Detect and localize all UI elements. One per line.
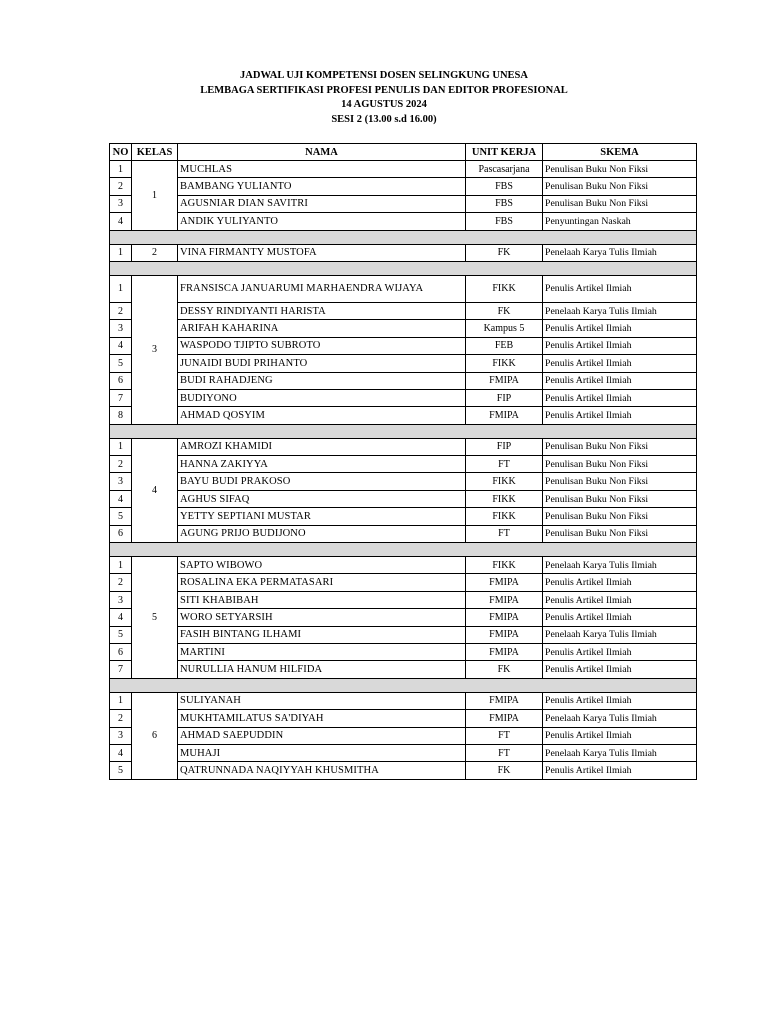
table-row — [110, 355, 697, 372]
table-row — [110, 727, 697, 744]
unit-kerja-cell: FIKK — [466, 473, 543, 490]
nama-cell: MUKHTAMILATUS SA'DIYAH — [178, 710, 466, 727]
unit-kerja-cell: FK — [466, 302, 543, 319]
unit-kerja-cell: FMIPA — [466, 609, 543, 626]
row-number: 6 — [110, 525, 132, 542]
table-header — [110, 144, 697, 161]
skema-cell: Penulis Artikel Ilmiah — [543, 692, 697, 709]
nama-cell: JUNAIDI BUDI PRIHANTO — [178, 355, 466, 372]
row-number: 6 — [110, 643, 132, 660]
row-number: 4 — [110, 337, 132, 354]
skema-cell: Penulis Artikel Ilmiah — [543, 407, 697, 424]
row-number: 3 — [110, 195, 132, 212]
table-row — [110, 389, 697, 406]
nama-cell: SULIYANAH — [178, 692, 466, 709]
kelas-cell: 5 — [132, 557, 178, 679]
skema-cell: Penulis Artikel Ilmiah — [543, 275, 697, 302]
row-number: 4 — [110, 609, 132, 626]
row-number: 1 — [110, 275, 132, 302]
skema-cell: Penulis Artikel Ilmiah — [543, 762, 697, 779]
unit-kerja-cell: FBS — [466, 195, 543, 212]
skema-cell: Penulisan Buku Non Fiksi — [543, 178, 697, 195]
skema-cell: Penelaah Karya Tulis Ilmiah — [543, 557, 697, 574]
row-number: 6 — [110, 372, 132, 389]
skema-cell: Penelaah Karya Tulis Ilmiah — [543, 744, 697, 761]
table-row — [110, 178, 697, 195]
nama-cell: BAMBANG YULIANTO — [178, 178, 466, 195]
unit-kerja-cell: FIKK — [466, 355, 543, 372]
unit-kerja-cell: FMIPA — [466, 574, 543, 591]
unit-kerja-cell: FIKK — [466, 508, 543, 525]
nama-cell: BAYU BUDI PRAKOSO — [178, 473, 466, 490]
nama-cell: FRANSISCA JANUARUMI MARHAENDRA WIJAYA — [178, 275, 466, 302]
unit-kerja-cell: FK — [466, 762, 543, 779]
group-separator — [110, 543, 697, 557]
unit-kerja-cell: FMIPA — [466, 372, 543, 389]
table-row — [110, 710, 697, 727]
nama-cell: WORO SETYARSIH — [178, 609, 466, 626]
skema-cell: Penulisan Buku Non Fiksi — [543, 508, 697, 525]
unit-kerja-cell: Kampus 5 — [466, 320, 543, 337]
nama-cell: AMROZI KHAMIDI — [178, 438, 466, 455]
row-number: 7 — [110, 661, 132, 678]
table-row — [110, 161, 697, 178]
separator-cell — [110, 678, 697, 692]
column-header-skema: SKEMA — [543, 144, 697, 161]
document-header — [0, 69, 768, 127]
row-number: 8 — [110, 407, 132, 424]
skema-cell: Penulis Artikel Ilmiah — [543, 661, 697, 678]
nama-cell: BUDI RAHADJENG — [178, 372, 466, 389]
row-number: 1 — [110, 244, 132, 261]
group-separator — [110, 261, 697, 275]
row-number: 2 — [110, 456, 132, 473]
unit-kerja-cell: FMIPA — [466, 643, 543, 660]
unit-kerja-cell: FEB — [466, 337, 543, 354]
group-separator — [110, 678, 697, 692]
row-number: 2 — [110, 710, 132, 727]
unit-kerja-cell: FK — [466, 244, 543, 261]
table-row — [110, 372, 697, 389]
column-header-unit-kerja: UNIT KERJA — [466, 144, 543, 161]
table-row — [110, 692, 697, 709]
row-number: 3 — [110, 473, 132, 490]
skema-cell: Penelaah Karya Tulis Ilmiah — [543, 244, 697, 261]
schedule-table — [109, 143, 697, 780]
row-number: 3 — [110, 591, 132, 608]
nama-cell: AGHUS SIFAQ — [178, 490, 466, 507]
header-institution: LEMBAGA SERTIFIKASI PROFESI PENULIS DAN EDITOR PROFESIONAL — [200, 84, 568, 96]
nama-cell: YETTY SEPTIANI MUSTAR — [178, 508, 466, 525]
table-row — [110, 490, 697, 507]
nama-cell: WASPODO TJIPTO SUBROTO — [178, 337, 466, 354]
row-number: 2 — [110, 302, 132, 319]
table-row — [110, 337, 697, 354]
row-number: 4 — [110, 744, 132, 761]
unit-kerja-cell: FT — [466, 727, 543, 744]
nama-cell: SAPTO WIBOWO — [178, 557, 466, 574]
header-date: 14 AGUSTUS 2024 — [341, 99, 427, 110]
row-number: 3 — [110, 727, 132, 744]
skema-cell: Penulis Artikel Ilmiah — [543, 727, 697, 744]
skema-cell: Penyuntingan Naskah — [543, 213, 697, 230]
header-row — [110, 144, 697, 161]
kelas-cell: 1 — [132, 161, 178, 231]
table-row — [110, 456, 697, 473]
table-row — [110, 643, 697, 660]
unit-kerja-cell: FT — [466, 456, 543, 473]
table-row — [110, 320, 697, 337]
skema-cell: Penulisan Buku Non Fiksi — [543, 490, 697, 507]
skema-cell: Penelaah Karya Tulis Ilmiah — [543, 710, 697, 727]
row-number: 2 — [110, 178, 132, 195]
skema-cell: Penulisan Buku Non Fiksi — [543, 195, 697, 212]
skema-cell: Penulisan Buku Non Fiksi — [543, 438, 697, 455]
unit-kerja-cell: FMIPA — [466, 710, 543, 727]
row-number: 1 — [110, 557, 132, 574]
nama-cell: ANDIK YULIYANTO — [178, 213, 466, 230]
unit-kerja-cell: FBS — [466, 178, 543, 195]
nama-cell: AHMAD SAEPUDDIN — [178, 727, 466, 744]
skema-cell: Penulis Artikel Ilmiah — [543, 320, 697, 337]
row-number: 1 — [110, 438, 132, 455]
table-row — [110, 609, 697, 626]
unit-kerja-cell: FIKK — [466, 490, 543, 507]
kelas-cell: 4 — [132, 438, 178, 542]
skema-cell: Penulisan Buku Non Fiksi — [543, 525, 697, 542]
row-number: 4 — [110, 490, 132, 507]
separator-cell — [110, 543, 697, 557]
nama-cell: MUHAJI — [178, 744, 466, 761]
table-row — [110, 557, 697, 574]
group-separator — [110, 424, 697, 438]
skema-cell: Penulis Artikel Ilmiah — [543, 609, 697, 626]
nama-cell: HANNA ZAKIYYA — [178, 456, 466, 473]
table-row — [110, 438, 697, 455]
separator-cell — [110, 424, 697, 438]
unit-kerja-cell: FIKK — [466, 275, 543, 302]
skema-cell: Penulis Artikel Ilmiah — [543, 389, 697, 406]
row-number: 7 — [110, 389, 132, 406]
table-row — [110, 744, 697, 761]
row-number: 4 — [110, 213, 132, 230]
unit-kerja-cell: FMIPA — [466, 626, 543, 643]
table-row — [110, 244, 697, 261]
nama-cell: FASIH BINTANG ILHAMI — [178, 626, 466, 643]
nama-cell: ARIFAH KAHARINA — [178, 320, 466, 337]
nama-cell: MARTINI — [178, 643, 466, 660]
table-row — [110, 213, 697, 230]
skema-cell: Penulisan Buku Non Fiksi — [543, 473, 697, 490]
separator-cell — [110, 261, 697, 275]
unit-kerja-cell: FBS — [466, 213, 543, 230]
unit-kerja-cell: FIP — [466, 438, 543, 455]
nama-cell: VINA FIRMANTY MUSTOFA — [178, 244, 466, 261]
skema-cell: Penulis Artikel Ilmiah — [543, 372, 697, 389]
table-body — [110, 161, 697, 780]
skema-cell: Penulisan Buku Non Fiksi — [543, 161, 697, 178]
row-number: 1 — [110, 161, 132, 178]
column-header-kelas: KELAS — [132, 144, 178, 161]
column-header-nama: NAMA — [178, 144, 466, 161]
table-row — [110, 407, 697, 424]
column-header-no: NO — [110, 144, 132, 161]
table-row — [110, 525, 697, 542]
nama-cell: ROSALINA EKA PERMATASARI — [178, 574, 466, 591]
skema-cell: Penelaah Karya Tulis Ilmiah — [543, 626, 697, 643]
row-number: 5 — [110, 626, 132, 643]
row-number: 2 — [110, 574, 132, 591]
table-row — [110, 275, 697, 302]
unit-kerja-cell: FT — [466, 744, 543, 761]
table-row — [110, 762, 697, 779]
kelas-cell: 2 — [132, 244, 178, 261]
table-row — [110, 591, 697, 608]
table-row — [110, 302, 697, 319]
table-row — [110, 626, 697, 643]
separator-cell — [110, 230, 697, 244]
unit-kerja-cell: FMIPA — [466, 591, 543, 608]
skema-cell: Penelaah Karya Tulis Ilmiah — [543, 302, 697, 319]
table-row — [110, 661, 697, 678]
nama-cell: QATRUNNADA NAQIYYAH KHUSMITHA — [178, 762, 466, 779]
nama-cell: AGUNG PRIJO BUDIJONO — [178, 525, 466, 542]
skema-cell: Penulis Artikel Ilmiah — [543, 591, 697, 608]
nama-cell: BUDIYONO — [178, 389, 466, 406]
row-number: 3 — [110, 320, 132, 337]
skema-cell: Penulis Artikel Ilmiah — [543, 574, 697, 591]
nama-cell: NURULLIA HANUM HILFIDA — [178, 661, 466, 678]
nama-cell: DESSY RINDIYANTI HARISTA — [178, 302, 466, 319]
row-number: 5 — [110, 762, 132, 779]
unit-kerja-cell: FIP — [466, 389, 543, 406]
table-row — [110, 574, 697, 591]
skema-cell: Penulis Artikel Ilmiah — [543, 355, 697, 372]
table-row — [110, 195, 697, 212]
nama-cell: MUCHLAS — [178, 161, 466, 178]
table-row — [110, 508, 697, 525]
header-title: JADWAL UJI KOMPETENSI DOSEN SELINGKUNG UNESA — [240, 70, 528, 81]
unit-kerja-cell: FMIPA — [466, 692, 543, 709]
row-number: 5 — [110, 355, 132, 372]
nama-cell: AHMAD QOSYIM — [178, 407, 466, 424]
unit-kerja-cell: FMIPA — [466, 407, 543, 424]
nama-cell: AGUSNIAR DIAN SAVITRI — [178, 195, 466, 212]
unit-kerja-cell: FIKK — [466, 557, 543, 574]
unit-kerja-cell: FT — [466, 525, 543, 542]
header-session: SESI 2 (13.00 s.d 16.00) — [331, 113, 437, 125]
nama-cell: SITI KHABIBAH — [178, 591, 466, 608]
skema-cell: Penulis Artikel Ilmiah — [543, 643, 697, 660]
kelas-cell: 3 — [132, 275, 178, 424]
unit-kerja-cell: Pascasarjana — [466, 161, 543, 178]
kelas-cell: 6 — [132, 692, 178, 779]
row-number: 1 — [110, 692, 132, 709]
skema-cell: Penulisan Buku Non Fiksi — [543, 456, 697, 473]
row-number: 5 — [110, 508, 132, 525]
unit-kerja-cell: FK — [466, 661, 543, 678]
table-row — [110, 473, 697, 490]
skema-cell: Penulis Artikel Ilmiah — [543, 337, 697, 354]
group-separator — [110, 230, 697, 244]
